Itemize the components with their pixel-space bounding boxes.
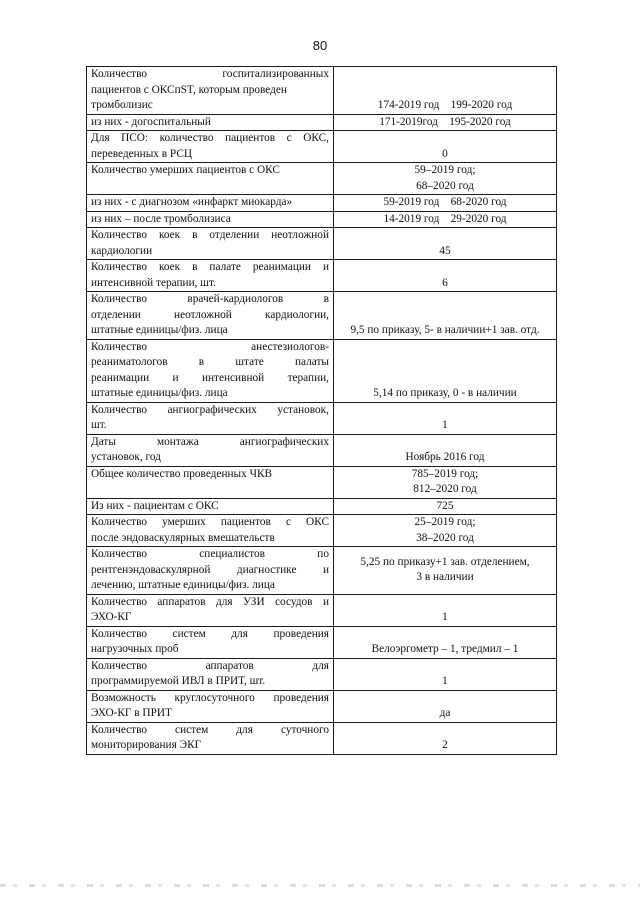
table-row [87,211,557,228]
row-value-line: 174-2019 год 199-2020 год [377,99,513,111]
row-label-cell [87,434,334,466]
row-label-cell [87,498,334,515]
data-table [86,66,557,755]
row-label-line: после эндоваскулярных вмешательств [91,531,275,544]
row-label-line: Количество специалистов по [91,548,329,560]
row-label-line: мониторирования ЭКГ [91,739,202,751]
row-label-line: программируемой ИВЛ в ПРИТ, шт. [91,675,266,687]
row-label-cell [87,163,334,195]
table-row [87,722,557,754]
row-value-line: 45 [439,244,451,257]
row-value-line: 725 [436,499,454,512]
row-label-line: Количество аппаратов для [91,659,329,672]
row-label-line: отделении неотложной кардиологии, [91,308,329,321]
row-label-line: ЭХО-КГ в ПРИТ [91,707,172,719]
row-label-line: пациентов с ОКСпST, которым проведен [91,83,287,96]
row-value-line: 3 в наличии [416,571,474,584]
row-value-line: 171-2019год 195-2020 год [379,115,511,128]
table-row [87,690,557,722]
table-row [87,658,557,690]
row-label-line: Количество врачей-кардиологов в [91,293,329,305]
row-label-line: интенсивной терапии, шт. [91,276,216,289]
row-label-line: Количество умерших пациентов с ОКС [91,516,329,528]
row-label-line: Возможность круглосуточного проведения [91,691,329,704]
row-value-line: 812–2020 год [413,483,477,495]
row-value-line: да [439,707,451,719]
page-number: 80 [312,38,328,53]
row-value-line: 2 [442,739,448,751]
row-value-cell [334,690,557,722]
row-value-cell [334,434,557,466]
row-label-cell [87,594,334,626]
row-label-cell [87,195,334,212]
row-label-cell [87,402,334,434]
table-row [87,292,557,340]
row-value-cell [334,163,557,195]
row-label-cell [87,114,334,131]
row-value-cell [334,722,557,754]
table-row [87,498,557,515]
table-row [87,402,557,434]
row-label-cell [87,211,334,228]
row-label-line: Количество госпитализированных [91,68,329,80]
table-row [87,163,557,195]
row-value-cell [334,515,557,547]
row-value-line: 5,25 по приказу+1 зав. отделением, [360,555,530,568]
row-value-line: 9,5 по приказу, 5- в наличии+1 зав. отд. [350,324,540,336]
row-label-line: Количество ангиографических установок, [91,403,329,416]
row-value-cell [334,195,557,212]
row-label-cell [87,339,334,402]
row-label-cell [87,547,334,595]
row-value-cell [334,228,557,260]
row-value-cell [334,547,557,595]
row-label-line: Количество коек в палате реанимации и [91,261,329,273]
row-value-line: 38–2020 год [416,531,474,544]
row-label-cell [87,515,334,547]
row-value-cell [334,339,557,402]
table-row [87,195,557,212]
table-body [87,67,557,755]
table-row [87,515,557,547]
row-label-cell [87,228,334,260]
table-row [87,594,557,626]
row-label-line: штатные единицы/физ. лица [91,324,228,336]
table-row [87,626,557,658]
row-label-cell [87,260,334,292]
table-row [87,114,557,131]
row-label-line: Количество аппаратов для УЗИ сосудов и [91,595,329,608]
row-label-line: установок, год [91,451,161,463]
table-row [87,547,557,595]
row-label-cell [87,722,334,754]
row-label-line: Из них - пациентам с ОКС [91,499,219,512]
row-value-cell [334,466,557,498]
row-value-line: 6 [442,276,448,289]
row-label-line: лечению, штатные единицы/физ. лица [91,579,275,591]
table-row [87,131,557,163]
row-value-line: 59-2019 год 68-2020 год [383,196,507,208]
row-value-line: 1 [442,675,448,687]
row-value-cell [334,114,557,131]
row-label-line: из них - догоспитальный [91,115,211,128]
row-label-line: реанимации и интенсивной терапии, [91,371,329,384]
row-label-cell [87,67,334,115]
row-label-line: тромболизис [91,99,153,111]
row-label-line: шт. [91,419,107,431]
row-value-cell [334,260,557,292]
row-value-line: Ноябрь 2016 год [405,451,485,463]
row-value-line: 14-2019 год 29-2020 год [383,212,507,225]
row-value-cell [334,658,557,690]
row-value-cell [334,498,557,515]
row-label-cell [87,626,334,658]
row-label-line: из них - с диагнозом «инфаркт миокарда» [91,196,293,208]
row-label-line: ЭХО-КГ [91,611,132,623]
row-label-line: Количество систем для проведения [91,627,329,640]
row-label-line: нагрузочных проб [91,643,179,655]
row-label-cell [87,466,334,498]
row-value-line: 25–2019 год; [414,516,476,528]
table-row [87,228,557,260]
row-value-line: 59–2019 год; [414,164,476,176]
row-value-cell [334,131,557,163]
table-row [87,260,557,292]
row-value-cell [334,402,557,434]
row-label-cell [87,658,334,690]
row-label-line: Количество коек в отделении неотложной [91,229,329,241]
row-label-line: Общее количество проведенных ЧКВ [91,467,273,480]
row-value-cell [334,211,557,228]
row-label-line: Количество анестезиологов- [91,340,329,353]
scan-artifact [0,884,640,887]
row-value-cell [334,67,557,115]
row-value-cell [334,594,557,626]
row-value-line: 5,14 по приказу, 0 - в наличии [373,387,517,399]
row-value-cell [334,292,557,340]
table-row [87,434,557,466]
row-label-cell [87,292,334,340]
row-label-line: Количество систем для суточного [91,723,329,736]
row-value-cell [334,626,557,658]
row-label-line: кардиологии [91,244,153,257]
row-label-line: Даты монтажа ангиографических [91,435,329,448]
row-value-line: 0 [442,147,448,160]
row-label-cell [87,131,334,163]
table-row [87,67,557,115]
row-label-line: рентгенэндоваскулярной диагностике и [91,563,329,576]
row-label-line: Для ПСО: количество пациентов с ОКС, [91,132,329,144]
row-value-line: 785–2019 год; [411,467,479,480]
row-label-line: штатные единицы/физ. лица [91,387,228,399]
table-row [87,339,557,402]
row-label-line: переведенных в РСЦ [91,147,193,160]
row-value-line: Велоэргометр – 1, тредмил – 1 [371,643,519,655]
table-row [87,466,557,498]
row-label-line: Количество умерших пациентов с ОКС [91,164,280,176]
row-label-line: реаниматологов в штате палаты [91,356,329,368]
row-value-line: 68–2020 год [416,179,474,192]
row-label-cell [87,690,334,722]
row-value-line: 1 [442,419,448,431]
row-value-line: 1 [442,611,448,623]
row-label-line: из них – после тромболизиса [91,212,231,225]
